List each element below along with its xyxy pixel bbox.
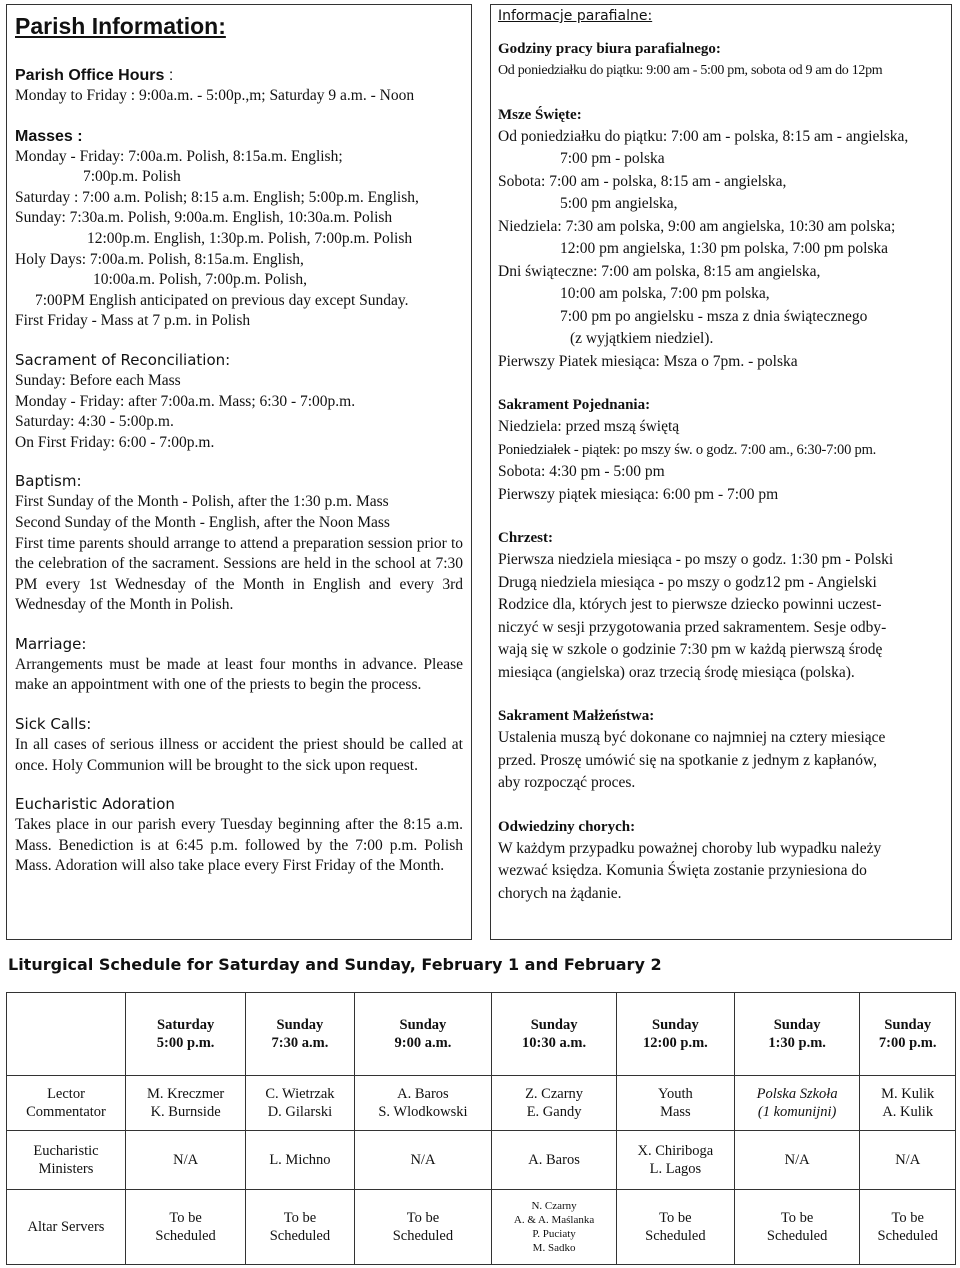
cell-line: Scheduled [645, 1228, 706, 1244]
masses-line: 7:00p.m. Polish [83, 168, 181, 186]
reconciliation-line: Monday - Friday: after 7:00a.m. Mass; 6:30 - 7:00p.m. [15, 392, 356, 410]
sick-calls-heading: Sick Calls: [15, 715, 92, 734]
table-cell [246, 1076, 354, 1131]
cell-line: M. Kreczmer [146, 1086, 225, 1102]
reconciliation-list-pl [498, 416, 944, 506]
cell-line: D. Gilarski [267, 1104, 333, 1120]
office-hours-text: Monday to Friday : 9:00a.m. - 5:00p.,m; Saturday 9 a.m. - Noon [15, 87, 415, 104]
cell-line: To be [780, 1210, 814, 1226]
cell-line: A. & A. Maślanka [513, 1214, 595, 1226]
schedule-header-row [7, 993, 956, 1076]
table-cell [734, 1131, 860, 1190]
cell-line: Mass [660, 1104, 691, 1120]
table-cell [616, 1190, 734, 1265]
masses-list-pl [498, 126, 944, 374]
table-cell [860, 1131, 956, 1190]
baptism-heading-pl: Chrzest: [498, 530, 553, 546]
column-time: 12:00 p.m. [642, 1035, 708, 1051]
sick-calls-text: In all cases of serious illness or accident the priest should be called at once. Holy Communion will be brought to the sick upon request. [15, 736, 463, 774]
cell-line: Scheduled [766, 1228, 828, 1244]
table-cell [860, 1190, 956, 1265]
reconciliation-line-pl: Sobota: 4:30 pm - 5:00 pm [498, 463, 665, 480]
cell-line: Youth [657, 1086, 693, 1102]
row-label-line: Commentator [26, 1104, 106, 1120]
table-cell [246, 1131, 354, 1190]
column-day: Sunday [773, 1017, 821, 1033]
adoration-heading: Eucharistic Adoration [15, 795, 175, 814]
cell-line: To be [406, 1210, 440, 1226]
masses-line-pl: 5:00 pm angielska, [560, 195, 678, 212]
cell-line: To be [891, 1210, 924, 1226]
masses-line-pl: 7:00 pm - polska [560, 150, 665, 167]
cell-line: Scheduled [155, 1228, 216, 1244]
table-cell [246, 1190, 354, 1265]
masses-line-pl: (z wyjątkiem niedziel). [570, 330, 714, 347]
table-cell [734, 1076, 860, 1131]
reconciliation-heading-pl: Sakrament Pojednania: [498, 397, 651, 413]
cell-line: M. Sadko [532, 1242, 576, 1254]
schedule-column-header [860, 993, 956, 1076]
baptism-line: Second Sunday of the Month - English, after the Noon Mass [15, 513, 390, 531]
marriage-heading-pl: Sakrament Małżeństwa: [498, 708, 655, 724]
cell-line: E. Gandy [526, 1104, 582, 1120]
baptism-line-pl: Rodzice dla, których jest to pierwsze dziecko powinni uczest- [498, 596, 882, 613]
marriage-line-pl: przed. Proszę umówić się na spotkanie z jednym z kapłanów, [498, 751, 878, 769]
row-label-line: Ministers [38, 1161, 94, 1177]
cell-line: K. Burnside [150, 1104, 221, 1120]
office-hours-heading-text: Parish Office Hours [15, 67, 165, 84]
cell-line: A. Baros [528, 1152, 580, 1168]
baptism-line-pl: wają się w szkole o godzinie 7:30 pm w każdą pierwszą środę [498, 641, 883, 658]
masses-line: 10:00a.m. Polish, 7:00p.m. Polish, [93, 271, 308, 289]
sick-calls-list-pl [498, 838, 944, 906]
cell-line: C. Wietrzak [265, 1086, 335, 1102]
polish-title: Informacje parafialne: [498, 8, 653, 24]
row-label-line: Altar Servers [27, 1219, 105, 1235]
masses-line: 12:00p.m. English, 1:30p.m. Polish, 7:00p.m. Polish [87, 229, 413, 247]
masses-line-pl: 10:00 am polska, 7:00 pm polska, [560, 285, 770, 302]
table-cell [616, 1076, 734, 1131]
office-hours-heading [15, 66, 463, 86]
marriage-list-pl [498, 727, 944, 795]
row-label-line: Eucharistic [33, 1143, 99, 1159]
reconciliation-line: Saturday: 4:30 - 5:00p.m. [15, 413, 174, 431]
masses-line: Sunday: 7:30a.m. Polish, 9:00a.m. English, 10:30a.m. Polish [15, 209, 393, 227]
cell-line: (1 komunijni) [757, 1104, 837, 1120]
masses-line-pl: 7:00 pm po angielsku - msza z dnia świątecznego [560, 307, 868, 325]
sick-calls-line-pl: chorych na żądanie. [498, 884, 622, 902]
cell-line: M. Kulik [881, 1086, 935, 1102]
schedule-column-header [734, 993, 860, 1076]
column-time: 1:30 p.m. [768, 1035, 826, 1051]
schedule-column-header [246, 993, 354, 1076]
column-day: Sunday [276, 1017, 324, 1033]
cell-line: N/A [895, 1152, 921, 1168]
masses-heading: Masses : [15, 127, 83, 145]
cell-line: N/A [410, 1152, 436, 1168]
row-label-line: Lector [47, 1086, 85, 1102]
schedule-title: Liturgical Schedule for Saturday and Sunday, February 1 and February 2 [8, 955, 662, 974]
baptism-heading: Baptism: [15, 472, 82, 491]
table-row [7, 1131, 956, 1190]
column-time: 7:30 a.m. [271, 1035, 329, 1051]
reconciliation-line: Sunday: Before each Mass [15, 371, 181, 389]
reconciliation-line-pl: Poniedziałek - piątek: po mszy św. o godz. 7:00 am., 6:30-7:00 pm. [498, 441, 877, 458]
table-cell [354, 1190, 492, 1265]
table-cell [354, 1131, 492, 1190]
baptism-line-pl: Pierwsza niedziela miesiąca - po mszy o godz. 1:30 pm - Polski [498, 551, 894, 568]
table-cell [860, 1076, 956, 1131]
masses-line: Monday - Friday: 7:00a.m. Polish, 8:15a.m. English; [15, 147, 343, 165]
cell-line: N/A [784, 1152, 810, 1168]
office-hours-colon: : [164, 67, 174, 84]
table-cell [734, 1190, 860, 1265]
table-cell [126, 1076, 246, 1131]
column-day: Sunday [530, 1017, 578, 1033]
row-label [7, 1076, 126, 1131]
office-hours-text-pl: Od poniedziałku do piątku: 9:00 am - 5:00 pm, sobota od 9 am do 12pm [498, 63, 883, 78]
column-day: Sunday [652, 1017, 699, 1033]
column-time: 10:30 a.m. [522, 1035, 587, 1051]
schedule-corner-cell [7, 993, 126, 1076]
cell-line: L. Lagos [649, 1161, 702, 1177]
sick-calls-heading-pl: Odwiedziny chorych: [498, 818, 636, 835]
column-time: 9:00 a.m. [394, 1035, 452, 1051]
masses-heading-pl: Msze Święte: [498, 106, 582, 123]
cell-line: P. Puciaty [532, 1228, 576, 1240]
schedule-column-header [126, 993, 246, 1076]
masses-line-pl: Pierwszy Piatek miesiąca: Msza o 7pm. - polska [498, 352, 798, 370]
english-info-panel [6, 4, 472, 940]
marriage-line-pl: aby rozpocząć proces. [498, 774, 636, 791]
table-cell [354, 1076, 492, 1131]
schedule-column-header [616, 993, 734, 1076]
baptism-line-pl: miesiąca (angielska) oraz trzecią środę miesiąca (polska). [498, 663, 855, 681]
cell-line: A. Kulik [882, 1104, 934, 1120]
masses-line-pl: Od poniedziałku do piątku: 7:00 am - polska, 8:15 am - angielska, [498, 127, 909, 145]
cell-line: Polska Szkoła [756, 1086, 838, 1102]
office-hours-heading-pl: Godziny pracy biura parafialnego: [498, 41, 721, 57]
cell-line: L. Michno [269, 1152, 331, 1168]
schedule-column-header [492, 993, 617, 1076]
cell-line: Z. Czarny [525, 1086, 584, 1102]
row-label [7, 1190, 126, 1265]
schedule-column-header [354, 993, 492, 1076]
column-day: Saturday [157, 1017, 215, 1033]
cell-line: Scheduled [392, 1228, 454, 1244]
cell-line: X. Chiriboga [637, 1143, 714, 1159]
column-time: 5:00 p.m. [156, 1035, 215, 1051]
cell-line: To be [169, 1210, 202, 1226]
cell-line: Scheduled [877, 1228, 938, 1244]
column-time: 7:00 p.m. [878, 1035, 937, 1051]
schedule-table [6, 992, 956, 1265]
masses-line: 7:00PM English anticipated on previous day except Sunday. [35, 291, 409, 309]
masses-list [15, 147, 463, 332]
cell-line: S. Wlodkowski [378, 1104, 468, 1120]
column-day: Sunday [884, 1017, 932, 1033]
table-cell [126, 1131, 246, 1190]
table-cell [616, 1131, 734, 1190]
sick-calls-line-pl: wezwać księdza. Komunia Święta zostanie przyniesiona do [498, 862, 867, 879]
masses-line: First Friday - Mass at 7 p.m. in Polish [15, 312, 251, 330]
baptism-list [15, 492, 463, 616]
reconciliation-line-pl: Pierwszy piątek miesiąca: 6:00 pm - 7:00 pm [498, 485, 779, 503]
cell-line: Scheduled [269, 1228, 331, 1244]
marriage-text: Arrangements must be made at least four months in advance. Please make an appointment with one of the priests to begin the process. [15, 655, 463, 694]
cell-line: A. Baros [397, 1086, 449, 1102]
marriage-heading: Marriage: [15, 634, 87, 653]
polish-info-panel [490, 4, 952, 940]
table-cell [492, 1190, 617, 1265]
reconciliation-line: On First Friday: 6:00 - 7:00p.m. [15, 433, 215, 451]
masses-line-pl: 12:00 pm angielska, 1:30 pm polska, 7:00 pm polska [560, 240, 889, 257]
masses-line-pl: Dni świąteczne: 7:00 am polska, 8:15 am angielska, [498, 262, 821, 280]
cell-line: N. Czarny [531, 1200, 577, 1212]
masses-line-pl: Sobota: 7:00 am - polska, 8:15 am - angielska, [498, 172, 787, 190]
cell-line: To be [659, 1210, 692, 1226]
baptism-text: First time parents should arrange to attend a preparation session prior to the celebration of the sacrament. Sessions are held in the school at 7:30 PM every 1st Wednesday of the Month in English and every 3rd Wednesday of the Month in Polish. [15, 534, 463, 614]
reconciliation-line-pl: Niedziela: przed mszą świętą [498, 418, 680, 435]
marriage-line-pl: Ustalenia muszą być dokonane co najmniej na cztery miesiące [498, 729, 886, 746]
table-row [7, 1076, 956, 1131]
cell-line: N/A [173, 1152, 199, 1168]
reconciliation-list [15, 371, 463, 453]
column-day: Sunday [399, 1017, 447, 1033]
baptism-line: First Sunday of the Month - Polish, after the 1:30 p.m. Mass [15, 493, 389, 511]
adoration-text: Takes place in our parish every Tuesday beginning after the 8:15 a.m. Mass. Benediction is at 6:45 p.m. followed by the 7:00 p.m. Polish Mass. Adoration will also take place every First Friday of the Month. [15, 816, 463, 875]
table-cell [492, 1131, 617, 1190]
masses-line: Saturday : 7:00 a.m. Polish; 8:15 a.m. English; 5:00p.m. English, [15, 188, 419, 206]
masses-line: Holy Days: 7:00a.m. Polish, 8:15a.m. English, [15, 250, 304, 268]
row-label [7, 1131, 126, 1190]
page-title: Parish Information: [15, 13, 226, 39]
sick-calls-line-pl: W każdym przypadku poważnej choroby lub wypadku należy [498, 839, 882, 857]
table-cell [126, 1190, 246, 1265]
baptism-list-pl [498, 549, 944, 684]
table-row [7, 1190, 956, 1265]
baptism-line-pl: Drugą niedziela miesiąca - po mszy o godz12 pm - Angielski [498, 573, 877, 591]
cell-line: To be [283, 1210, 317, 1226]
reconciliation-heading: Sacrament of Reconciliation: [15, 350, 231, 369]
baptism-line-pl: niczyć w sesji przygotowania przed sakramentem. Sesje odby- [498, 618, 887, 636]
masses-line-pl: Niedziela: 7:30 am polska, 9:00 am angielska, 10:30 am polska; [498, 217, 896, 235]
table-cell [492, 1076, 617, 1131]
